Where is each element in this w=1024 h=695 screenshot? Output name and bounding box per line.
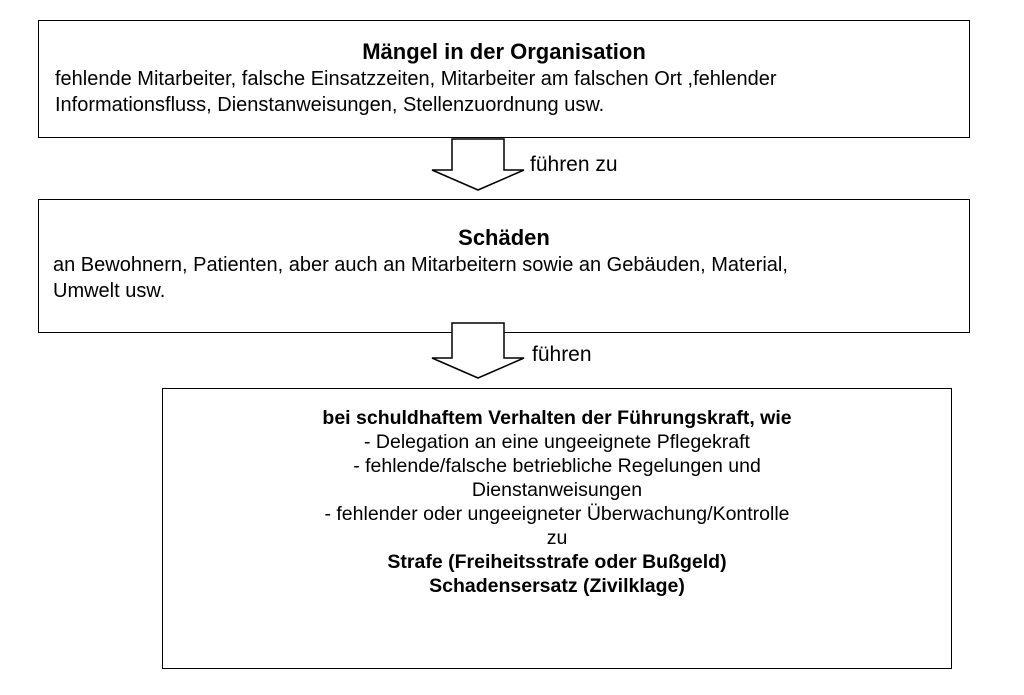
box1-line-1: fehlende Mitarbeiter, falsche Einsatzzeiten, Mitarbeiter am falschen Ort ,fehlender — [55, 68, 777, 90]
box2-title: Schäden — [458, 225, 550, 250]
box1-line-2: Informationsfluss, Dienstanweisungen, Stellenzuordnung usw. — [55, 94, 605, 116]
box3-item-1: - Delegation an eine ungeeignete Pflegekraft — [364, 431, 750, 453]
box-organisational-deficiencies — [38, 20, 970, 138]
arrow1-label: führen zu — [530, 153, 618, 176]
box3-item-2-cont: Dienstanweisungen — [471, 479, 643, 501]
box3-consequence-2: Schadensersatz (Zivilklage) — [429, 575, 685, 597]
box2-line-2: Umwelt usw. — [53, 280, 166, 302]
down-arrow-icon — [428, 138, 528, 192]
box3-connector: zu — [546, 527, 568, 549]
arrow2-label: führen — [532, 343, 592, 366]
box-damages — [38, 199, 970, 333]
box2-line-1: an Bewohnern, Patienten, aber auch an Mitarbeitern sowie an Gebäuden, Material, — [53, 254, 788, 276]
box3-title: bei schuldhaftem Verhalten der Führungskraft, wie — [322, 407, 792, 429]
box3-item-3: - fehlender oder ungeeigneter Überwachung/Kontrolle — [324, 503, 790, 525]
box1-title: Mängel in der Organisation — [362, 39, 646, 64]
box-culpable-conduct — [162, 388, 952, 669]
box3-consequence-1: Strafe (Freiheitsstrafe oder Bußgeld) — [387, 551, 727, 573]
box1-text — [39, 66, 969, 118]
box3-item-2: - fehlende/falsche betriebliche Regelungen und — [353, 455, 761, 477]
box2-text — [39, 252, 969, 304]
down-arrow-icon — [428, 322, 528, 380]
